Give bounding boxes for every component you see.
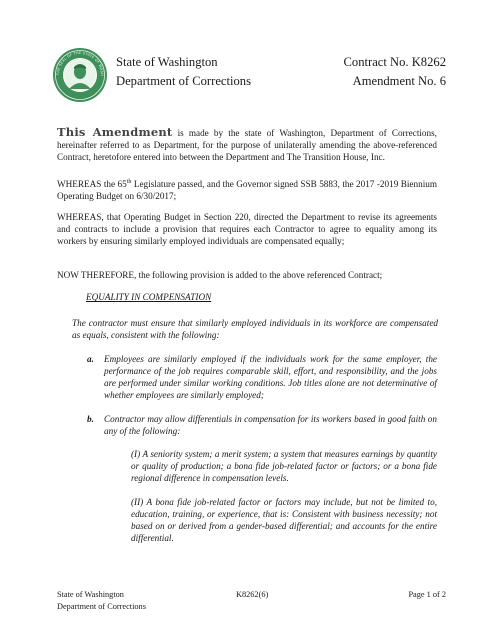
list-item — [87, 353, 437, 401]
seal-text: THE SEAL OF THE STATE OF WASH — [55, 50, 105, 77]
list-item — [87, 413, 437, 437]
amendment-number: Amendment No. 6 — [352, 74, 446, 88]
list-item-text: Employees are similarly employed if the individuals work for the same employer, the performance of the job requires comparable skill, effort, and responsibility, and the jobs are performed under similar working conditions. Job titles alone are not determinative of whether employees are similarly employed; — [104, 354, 437, 400]
footer-page-number: Page 1 of 2 — [408, 590, 446, 599]
header-department: Department of Corrections — [116, 74, 251, 88]
whereas-paragraph-2: WHEREAS, that Operating Budget in Section 220, directed the Department to revise its agreements and contracts to include a provision that requires each Contractor to agree to equality among its workers by ensuring similarly employed individuals are compensated equally; — [57, 212, 437, 246]
footer-doc-id: K8262(6) — [236, 590, 269, 599]
list-item-text: Contractor may allow differentials in compensation for its workers based in good faith on any of the following: — [104, 414, 437, 436]
section-intro: The contractor must ensure that similarly employed individuals in its workforce are compensated as equals, consistent with the following: — [72, 318, 438, 340]
sub-item: (I) A seniority system; a merit system; a system that measures earnings by quantity or quality of production; a bona fide job-related factor or factors; or a bona fide regional difference in compensation levels. — [131, 449, 437, 483]
intro-paragraph — [57, 126, 437, 163]
footer-left: State of Washington Department of Corrections — [57, 590, 146, 611]
contract-number: Contract No. K8262 — [343, 55, 446, 69]
state-seal-logo — [52, 47, 108, 103]
list-marker: a. — [87, 354, 94, 364]
header-right — [344, 53, 446, 91]
intro-text: is made by the state of Washington, Department of Corrections, hereinafter referred to as Department, for the purpose of unilaterally amending the above-referenced Contract, heretofore entered into between the Department and The Transition House, Inc. — [57, 128, 437, 162]
now-therefore-paragraph: NOW THEREFORE, the following provision is added to the above referenced Contract; — [57, 270, 383, 280]
header-state: State of Washington — [116, 55, 218, 69]
sub-item: (II) A bona fide job-related factor or factors may include, but not be limited to, education, training, or experience, that is: Consistent with business necessity; not based on or derived from a gender-based differential; and accounts for the entire differential. — [131, 497, 437, 543]
whereas-paragraph-1: WHEREAS the 65th Legislature passed, and the Governor signed SSB 5883, the 2017 -2019 Biennium Operating Budget on 6/30/2017; — [57, 178, 437, 201]
header-left — [116, 53, 251, 91]
intro-lead: This Amendment — [57, 125, 173, 139]
list-marker: b. — [87, 414, 94, 424]
section-heading: EQUALITY IN COMPENSATION — [86, 292, 212, 302]
